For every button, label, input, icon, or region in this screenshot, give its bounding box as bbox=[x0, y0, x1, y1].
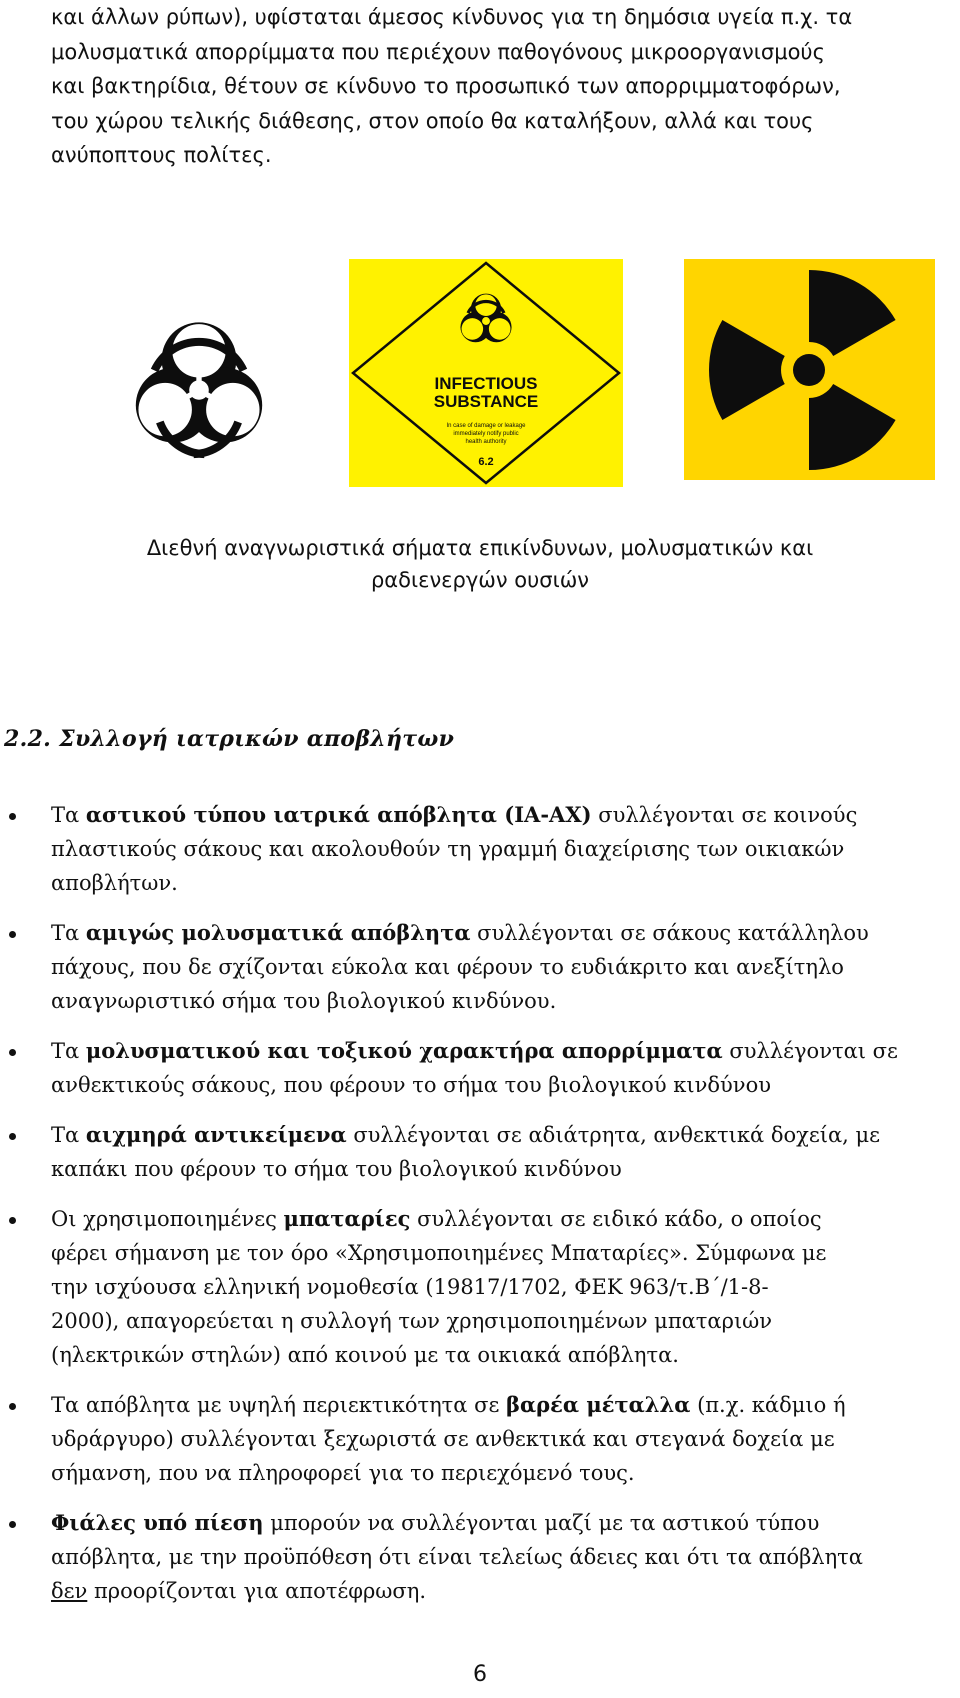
bullet-icon bbox=[9, 1133, 16, 1140]
text: συλλέγονται σε bbox=[722, 1039, 898, 1063]
text: συλλέγονται σε ειδικό κάδο, ο οποίος bbox=[410, 1207, 822, 1231]
list-item bbox=[0, 1034, 960, 1102]
text: σήμανση, που να πληροφορεί για το περιεχόμενό τους. bbox=[51, 1461, 635, 1485]
intro-line: μολυσματικά απορρίμματα που περιέχουν παθογόνους μικροοργανισμούς bbox=[51, 39, 825, 64]
list-item bbox=[0, 916, 960, 1018]
bold-term: βαρέα μέταλλα bbox=[506, 1392, 691, 1417]
bold-term: μολυσματικού και τοξικού χαρακτήρα απορρίμματα bbox=[85, 1038, 723, 1063]
bullet-icon bbox=[9, 1217, 16, 1224]
intro-line: και βακτηρίδια, θέτουν σε κίνδυνο το προσωπικό των απορριμματοφόρων, bbox=[51, 74, 841, 98]
text: (π.χ. κάδμιο ή bbox=[690, 1393, 846, 1417]
biohazard-symbol-icon bbox=[93, 301, 305, 479]
intro-paragraph bbox=[51, 0, 957, 173]
text: προορίζονται για αποτέφρωση. bbox=[87, 1579, 427, 1603]
intro-line: και άλλων ρύπων), υφίσταται άμεσος κίνδυνος για τη δημόσια υγεία π.χ. τα bbox=[51, 5, 853, 29]
underlined-word: δεν bbox=[51, 1579, 88, 1603]
text: φέρει σήμανση με τον όρο «Χρησιμοποιημένες Μπαταρίες». Σύμφωνα με bbox=[51, 1241, 827, 1265]
bullet-icon bbox=[9, 931, 16, 938]
list-item bbox=[0, 1506, 960, 1608]
hazard-class-number: 6.2 bbox=[478, 456, 494, 468]
section-number: 2.2. bbox=[4, 726, 52, 752]
caption-line: ραδιενεργών ουσιών bbox=[370, 568, 590, 592]
section-title: Συλλογή ιατρικών αποβλήτων bbox=[59, 726, 455, 752]
page-number: 6 bbox=[473, 1662, 487, 1687]
infectious-small-text: In case of damage or leakage bbox=[446, 423, 526, 429]
intro-line: ανύποπτους πολίτες. bbox=[51, 143, 272, 167]
infectious-small-text: health authority bbox=[465, 439, 507, 445]
bold-term: αιχμηρά αντικείμενα bbox=[85, 1122, 347, 1147]
infectious-small-text: immediately notify public bbox=[453, 431, 519, 437]
text: ανθεκτικούς σάκους, που φέρουν το σήμα του βιολογικού κινδύνου bbox=[51, 1073, 771, 1097]
bullet-icon bbox=[9, 813, 16, 820]
text: συλλέγονται σε αδιάτρητα, ανθεκτικά δοχεία, με bbox=[346, 1123, 881, 1147]
text: Τα απόβλητα με υψηλή περιεκτικότητα σε bbox=[51, 1393, 507, 1417]
list-item bbox=[0, 1118, 960, 1186]
list-item bbox=[0, 1202, 960, 1372]
section-heading bbox=[4, 726, 454, 752]
figure-caption bbox=[0, 532, 960, 596]
text: Τα bbox=[51, 1039, 86, 1063]
text: πάχους, που δε σχίζονται εύκολα και φέρουν το ευδιάκριτο και ανεξίτηλο bbox=[51, 955, 844, 979]
text: μπορούν να συλλέγονται μαζί με τα αστικού τύπου bbox=[263, 1511, 820, 1535]
bullet-icon bbox=[9, 1403, 16, 1410]
infectious-label: SUBSTANCE bbox=[433, 392, 539, 411]
infectious-substance-sign-icon bbox=[349, 259, 623, 487]
text: Τα bbox=[51, 1123, 86, 1147]
text: Οι χρησιμοποιημένες bbox=[51, 1207, 284, 1231]
waste-collection-list bbox=[0, 798, 960, 1624]
text: Τα bbox=[51, 921, 86, 945]
bold-term: αστικού τύπου ιατρικά απόβλητα (ΙΑ-ΑΧ) bbox=[85, 802, 592, 827]
list-item bbox=[0, 798, 960, 900]
text: αποβλήτων. bbox=[51, 871, 178, 895]
text: 2000), απαγορεύεται η συλλογή των χρησιμοποιημένων μπαταριών bbox=[51, 1309, 773, 1333]
text: (ηλεκτρικών στηλών) από κοινού με τα οικιακά απόβλητα. bbox=[51, 1343, 679, 1367]
text: απόβλητα, με την προϋπόθεση ότι είναι τελείως άδειες και ότι τα απόβλητα bbox=[51, 1545, 863, 1569]
text: αναγνωριστικό σήμα του βιολογικού κινδύνου. bbox=[51, 989, 557, 1013]
bold-term: Φιάλες υπό πίεση bbox=[51, 1510, 264, 1535]
text: υδράργυρο) συλλέγονται ξεχωριστά σε ανθεκτικά και στεγανά δοχεία με bbox=[51, 1427, 835, 1451]
bold-term: αμιγώς μολυσματικά απόβλητα bbox=[85, 920, 471, 945]
bullet-icon bbox=[9, 1049, 16, 1056]
text: πλαστικούς σάκους και ακολουθούν τη γραμμή διαχείρισης των οικιακών bbox=[51, 837, 845, 861]
text: συλλέγονται σε σάκους κατάλληλου bbox=[470, 921, 869, 945]
caption-line: Διεθνή αναγνωριστικά σήματα επικίνδυνων, μολυσματικών και bbox=[146, 536, 814, 560]
text: Τα bbox=[51, 803, 86, 827]
text: την ισχύουσα ελληνική νομοθεσία (19817/1702, ΦΕΚ 963/τ.Β΄/1-8- bbox=[51, 1275, 769, 1299]
intro-line: του χώρου τελικής διάθεσης, στον οποίο θα καταλήξουν, αλλά και τους bbox=[51, 108, 814, 133]
text: συλλέγονται σε κοινούς bbox=[591, 803, 858, 827]
radiation-symbol-icon bbox=[684, 259, 935, 480]
bold-term: μπαταρίες bbox=[283, 1206, 411, 1231]
list-item bbox=[0, 1388, 960, 1490]
text: καπάκι που φέρουν το σήμα του βιολογικού κινδύνου bbox=[51, 1157, 622, 1181]
bullet-icon bbox=[9, 1521, 16, 1528]
infectious-label: INFECTIOUS bbox=[434, 374, 538, 393]
